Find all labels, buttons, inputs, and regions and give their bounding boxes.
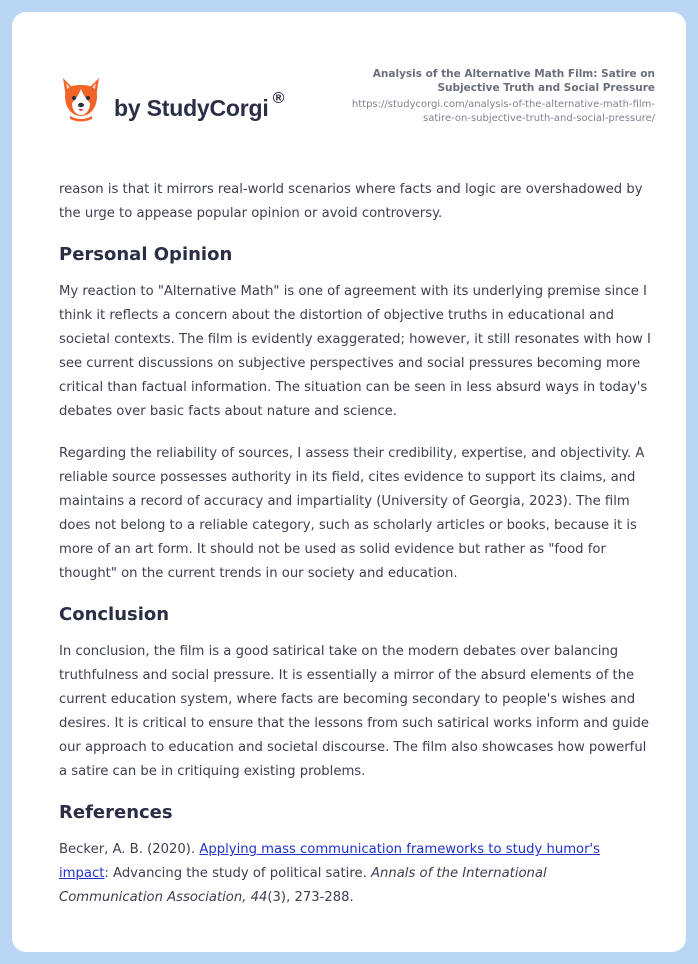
reference-authors: Becker, A. B. (2020). xyxy=(59,842,200,857)
personal-opinion-paragraph-1: My reaction to "Alternative Math" is one of agreement with its underlying premise since I think it reflects a concern about the distortion of objective truths in educational and societal contexts. The film is evidently exaggerated; however, it still resonates with how I see current discussions on subjective perspectives and social pressures becoming more critical than factual information. The situation can be seen in less absurd ways in today's debates over basic facts about nature and science. xyxy=(59,284,651,419)
document-url[interactable] xyxy=(295,98,655,125)
document-title-line-1: Analysis of the Alternative Math Film: Satire on xyxy=(372,68,655,80)
intro-paragraph: reason is that it mirrors real-world scenarios where facts and logic are overshadowed by the urge to appease popular opinion or avoid controversy. xyxy=(59,182,643,221)
brand-name: by StudyCorgi xyxy=(114,95,269,121)
conclusion-paragraph: In conclusion, the film is a good satirical take on the modern debates over balancing truthfulness and social pressure. It is essentially a mirror of the absurd elements of the current education system, where facts are becoming secondary to people's wishes and desires. It is critical to ensure that the lessons from such satirical works inform and guide our approach to education and societal discourse. The film also showcases how powerful a satire can be in critiquing existing problems. xyxy=(59,644,650,779)
corgi-logo-icon xyxy=(60,76,102,122)
section-heading-personal-opinion: Personal Opinion xyxy=(59,244,233,265)
page-header xyxy=(12,12,686,152)
reference-subtitle: : Advancing the study of political satire. xyxy=(104,866,371,881)
studycorgi-logo[interactable] xyxy=(60,76,284,122)
document-meta xyxy=(295,67,655,125)
section-heading-conclusion: Conclusion xyxy=(59,604,170,625)
reference-journal: Annals of the International Communication Association, 44 xyxy=(59,866,547,905)
section-heading-references: References xyxy=(59,802,173,823)
document-url-line-2: satire-on-subjective-truth-and-social-pressure/ xyxy=(423,112,655,124)
reference-entry xyxy=(59,838,654,910)
registered-mark: ® xyxy=(272,90,285,107)
personal-opinion-paragraph-2: Regarding the reliability of sources, I assess their credibility, expertise, and objectivity. A reliable source possesses authority in its field, cites evidence to support its claims, and maintains a record of accuracy and impartiality (University of Georgia, 2023). The film does not belong to a reliable category, such as scholarly articles or books, because it is more of an art form. It should not be used as solid evidence but rather as "food for thought" on the current trends in our society and education. xyxy=(59,446,645,581)
reference-issue-pages: (3), 273-288. xyxy=(267,890,354,905)
document-title-line-2: Subjective Truth and Social Pressure xyxy=(437,82,655,94)
reference-link[interactable]: Applying mass communication frameworks to study humor's impact xyxy=(59,842,601,881)
document-content xyxy=(59,178,654,928)
document-title xyxy=(295,67,655,95)
document-url-line-1: https://studycorgi.com/analysis-of-the-alternative-math-film- xyxy=(351,99,655,110)
document-page xyxy=(12,12,686,952)
